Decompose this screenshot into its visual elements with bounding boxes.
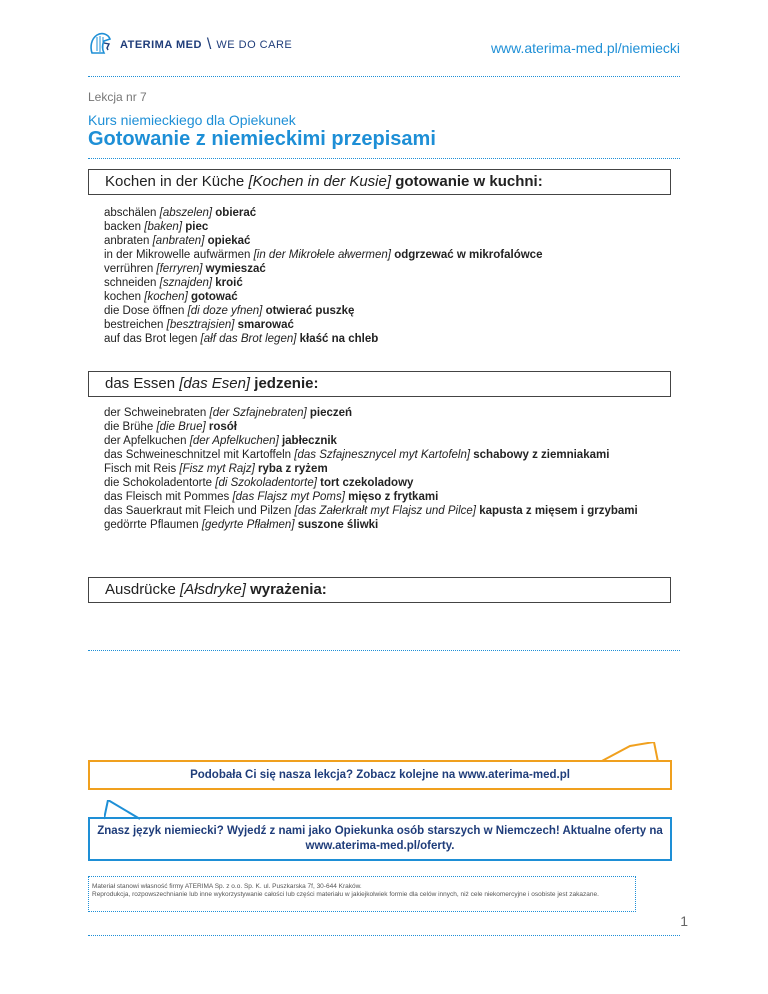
section-heading-expressions [88,577,671,603]
vocab-item: auf das Brot legen [ałf das Brot legen] kłaść na chleb [104,333,379,345]
site-url-link[interactable]: www.aterima-med.pl/niemiecki [490,40,680,56]
vocab-item: kochen [kochen] gotować [104,291,238,303]
vocab-item: schneiden [sznajden] kroić [104,277,243,289]
divider [88,935,680,936]
vocab-item: bestreichen [besztrajsien] smarować [104,319,294,331]
heading-polish: wyrażenia: [250,581,327,598]
copyright-note: Reprodukcja, rozpowszechnianie lub inne wykorzystywanie całości lub części materiału w jakiejkolwiek formie dla celów innych, niż cele niekomercyjne i osobiste jest zakazane. [92,891,599,898]
section-heading-kitchen [88,169,671,195]
heading-pronunciation: [Kochen in der Kusie] [248,173,392,190]
brand-logo [88,30,292,60]
page-title: Gotowanie z niemieckimi przepisami [88,128,436,150]
heading-pronunciation: [das Esen] [179,375,251,392]
divider [88,76,680,77]
footer-legal-text [92,883,632,899]
vocab-item: der Schweinebraten [der Szfajnebraten] pieczeń [104,407,353,419]
brand-tagline: WE DO CARE [216,39,293,51]
lesson-promo-banner[interactable] [88,760,672,790]
vocab-item: gedörrte Pflaumen [gedyrte Pfłałmen] suszone śliwki [104,519,379,531]
vocab-item: die Dose öffnen [di doze yfnen] otwierać puszkę [104,305,355,317]
heading-polish: jedzenie: [254,375,319,392]
lesson-number: Lekcja nr 7 [88,90,147,104]
vocab-item: Fisch mit Reis [Fisz myt Rajz] ryba z ryżem [104,463,328,475]
divider [88,158,680,159]
vocab-item: abschälen [abszelen] obierać [104,207,257,219]
vocab-item: anbraten [anbraten] opiekać [104,235,251,247]
vocab-item: backen [baken] piec [104,221,209,233]
vocab-item: in der Mikrowelle aufwärmen [in der Mikrołele ałwermen] odgrzewać w mikrofalówce [104,249,543,261]
heading-german: Ausdrücke [105,581,176,598]
heading-german: Kochen in der Küche [105,173,245,190]
vocab-item: das Fleisch mit Pommes [das Flajsz myt Poms] mięso z frytkami [104,491,439,503]
vocab-item: verrühren [ferryren] wymieszać [104,263,266,275]
section-heading-food [88,371,671,397]
banner-tail-decoration [600,742,662,762]
ownership-note: Materiał stanowi własność firmy ATERIMA Sp. z o.o. Sp. K. ul. Puszkarska 7f, 30-644 Kraków. [92,883,362,890]
heading-polish: gotowanie w kuchni: [395,173,543,190]
job-promo-banner[interactable] [88,817,672,861]
heading-pronunciation: [Ałsdryke] [180,581,246,598]
page-number: 1 [680,913,688,929]
heading-german: das Essen [105,375,176,392]
job-promo-text: Znasz język niemiecki? Wyjedź z nami jako Opiekunka osób starszych w Niemczech! Aktualne oferty na www.aterima-med.pl/oferty. [97,825,663,852]
vocab-item: die Schokoladentorte [di Szokoladentorte] tort czekoladowy [104,477,414,489]
vocab-item: die Brühe [die Brue] rosół [104,421,237,433]
brand-name: ATERIMA MED [120,39,202,51]
vocab-item: der Apfelkuchen [der Apfelkuchen] jabłecznik [104,435,337,447]
vocab-item: das Sauerkraut mit Fleich und Pilzen [das Załerkrałt myt Flajsz und Pilce] kapusta z mięsem i grzybami [104,505,638,517]
face-logo-icon [88,31,114,59]
course-name: Kurs niemieckiego dla Opiekunek [88,112,296,128]
divider [88,650,680,651]
lesson-promo-text: Podobała Ci się nasza lekcja? Zobacz kolejne na www.aterima-med.pl [190,769,570,781]
vocab-list-kitchen [104,206,676,346]
vocab-item: das Schweineschnitzel mit Kartoffeln [das Szfajnesznycel myt Kartofeln] schabowy z ziemniakami [104,449,610,461]
vocab-list-food [104,406,676,532]
brand-separator: \ [206,36,212,53]
